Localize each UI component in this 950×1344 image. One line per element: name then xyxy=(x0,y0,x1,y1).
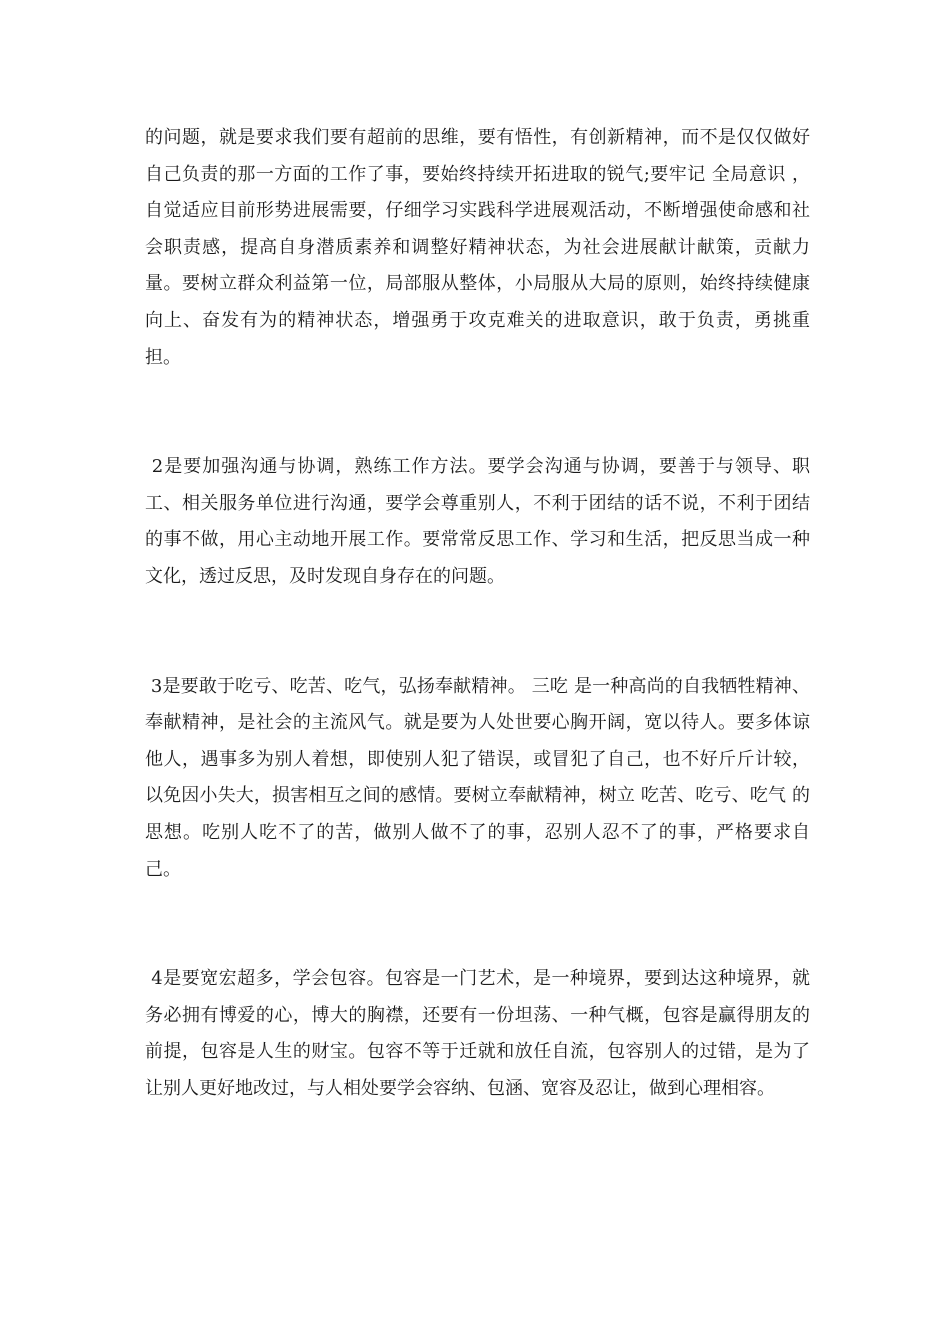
paragraph-4: 4是要宽宏超多，学会包容。包容是一门艺术，是一种境界，要到达这种境界，就务必拥有博爱的心，博大的胸襟，还要有一份坦荡、一种气概，包容是赢得朋友的前提，包容是人生的财宝。包容不等于迁就和放任自流，包容别人的过错，是为了让别人更好地改过，与人相处要学会容纳、包涵、宽容及忍让，做到心理相容。 xyxy=(145,968,810,1099)
paragraph-1: 的问题，就是要求我们要有超前的思维，要有悟性，有创新精神，而不是仅仅做好自己负责的那一方面的工作了事，要始终持续开拓进取的锐气;要牢记 全局意识 ，自觉适应目前形势进展需要，仔细学习实践科学进展观活动，不断增强使命感和社会职责感，提高自身潜质素养和调整好精神状态，为社会进展献计献策，贡献力量。要树立群众利益第一位，局部服从整体，小局服从大局的原则，始终持续健康向上、奋发有为的精神状态，增强勇于攻克难关的进取意识，敢于负责，勇挑重担。 xyxy=(145,127,810,368)
paragraph-3: 3是要敢于吃亏、吃苦、吃气，弘扬奉献精神。 三吃 是一种高尚的自我牺牲精神、奉献精神，是社会的主流风气。就是要为人处世要心胸开阔，宽以待人。要多体谅他人，遇事多为别人着想，即使别人犯了错误，或冒犯了自己，也不好斤斤计较，以免因小失大，损害相互之间的感情。要树立奉献精神，树立 吃苦、吃亏、吃气 的思想。吃别人吃不了的苦，做别人做不了的事，忍别人忍不了的事，严格要求自己。 xyxy=(145,675,810,880)
paragraph-2: 2是要加强沟通与协调，熟练工作方法。要学会沟通与协调，要善于与领导、职工、相关服务单位进行沟通，要学会尊重别人，不利于团结的话不说，不利于团结的事不做，用心主动地开展工作。要常常反思工作、学习和生活，把反思当成一种文化，透过反思，及时发现自身存在的问题。 xyxy=(145,456,810,587)
document-body xyxy=(145,120,810,1107)
